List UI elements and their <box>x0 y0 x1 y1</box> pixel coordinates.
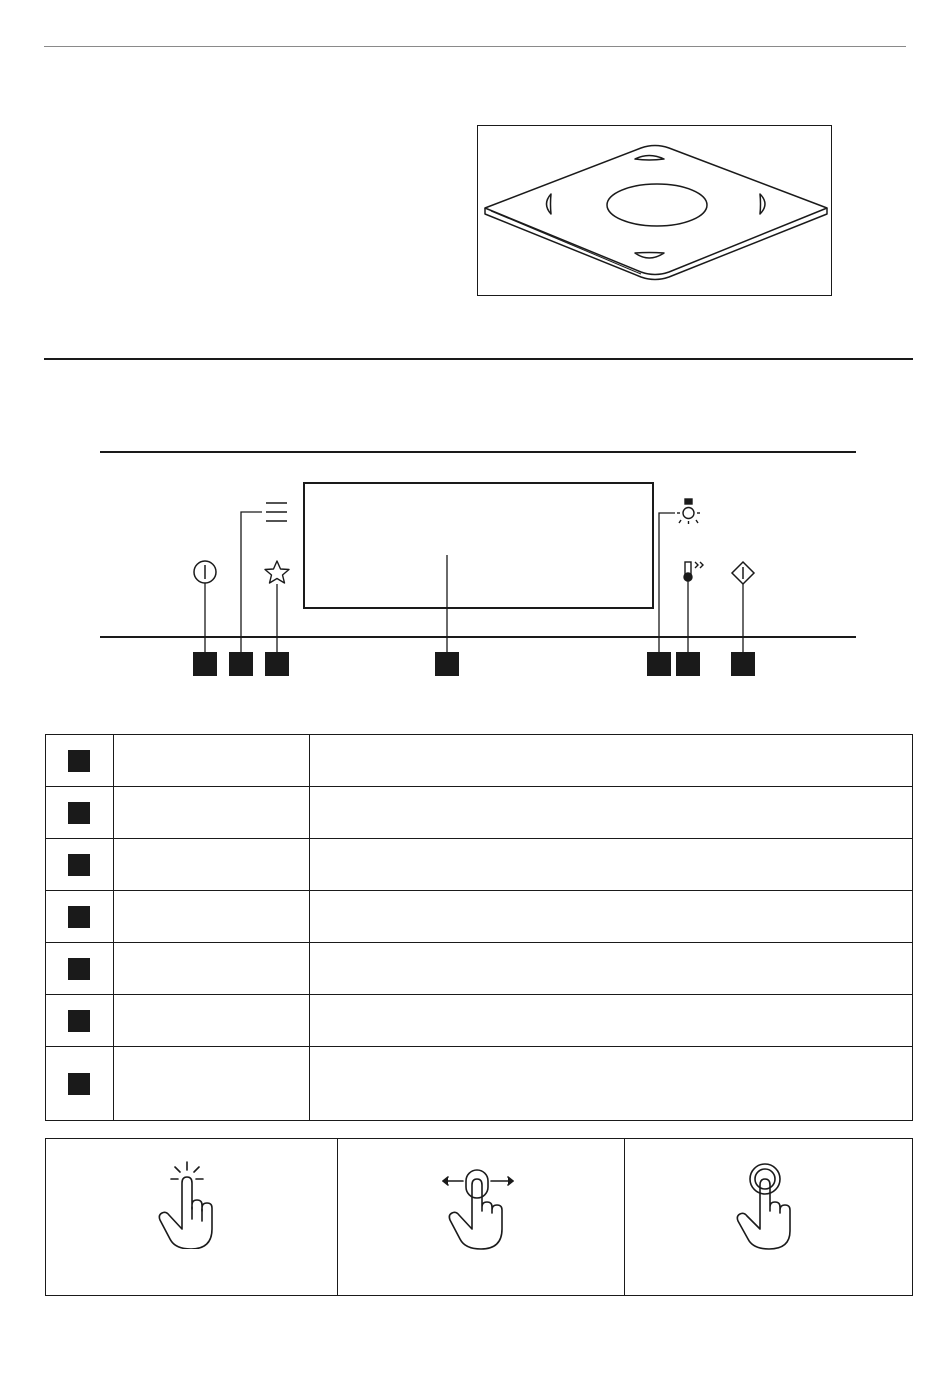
table-row <box>46 943 913 995</box>
table-row <box>46 995 913 1047</box>
legend-description <box>309 735 912 787</box>
legend-name <box>113 1047 309 1121</box>
legend-description <box>309 891 912 943</box>
table-row <box>46 1047 913 1121</box>
favourite-star-icon[interactable] <box>265 561 289 583</box>
control-pad-illustration <box>477 125 832 296</box>
callout-marker <box>68 802 90 824</box>
legend-table <box>45 734 913 1121</box>
callout-marker <box>68 958 90 980</box>
legend-name <box>113 787 309 839</box>
legend-name <box>113 943 309 995</box>
legend-description <box>309 839 912 891</box>
callout-marker <box>435 652 459 676</box>
section-divider <box>44 358 913 360</box>
gesture-cell-tap <box>46 1139 338 1296</box>
power-icon[interactable] <box>194 561 216 583</box>
top-divider <box>44 46 906 47</box>
tap-gesture-icon <box>151 1159 231 1249</box>
table-row <box>46 787 913 839</box>
legend-name <box>113 891 309 943</box>
table-row <box>46 735 913 787</box>
swipe-gesture-icon <box>441 1167 521 1257</box>
callout-marker <box>68 1010 90 1032</box>
lamp-icon[interactable] <box>677 499 700 524</box>
callout-marker <box>193 652 217 676</box>
gesture-table <box>45 1138 913 1296</box>
callout-marker <box>647 652 671 676</box>
callout-marker <box>68 854 90 876</box>
legend-name <box>113 995 309 1047</box>
legend-description <box>309 787 912 839</box>
table-row <box>46 839 913 891</box>
table-row <box>46 891 913 943</box>
callout-marker <box>265 652 289 676</box>
start-stop-icon[interactable] <box>732 562 754 584</box>
legend-description <box>309 943 912 995</box>
callout-marker <box>676 652 700 676</box>
callout-marker <box>229 652 253 676</box>
gesture-cell-swipe <box>337 1139 625 1296</box>
gesture-cell-press <box>625 1139 913 1296</box>
callout-marker <box>68 906 90 928</box>
display-area[interactable] <box>304 483 653 608</box>
legend-description <box>309 1047 912 1121</box>
callout-marker <box>731 652 755 676</box>
food-sensor-icon[interactable] <box>684 562 703 581</box>
callout-marker <box>68 1073 90 1095</box>
legend-name <box>113 735 309 787</box>
legend-description <box>309 995 912 1047</box>
legend-name <box>113 839 309 891</box>
menu-icon[interactable] <box>266 503 287 521</box>
callout-marker <box>68 750 90 772</box>
press-hold-gesture-icon <box>729 1161 809 1251</box>
control-panel-diagram <box>0 440 950 690</box>
